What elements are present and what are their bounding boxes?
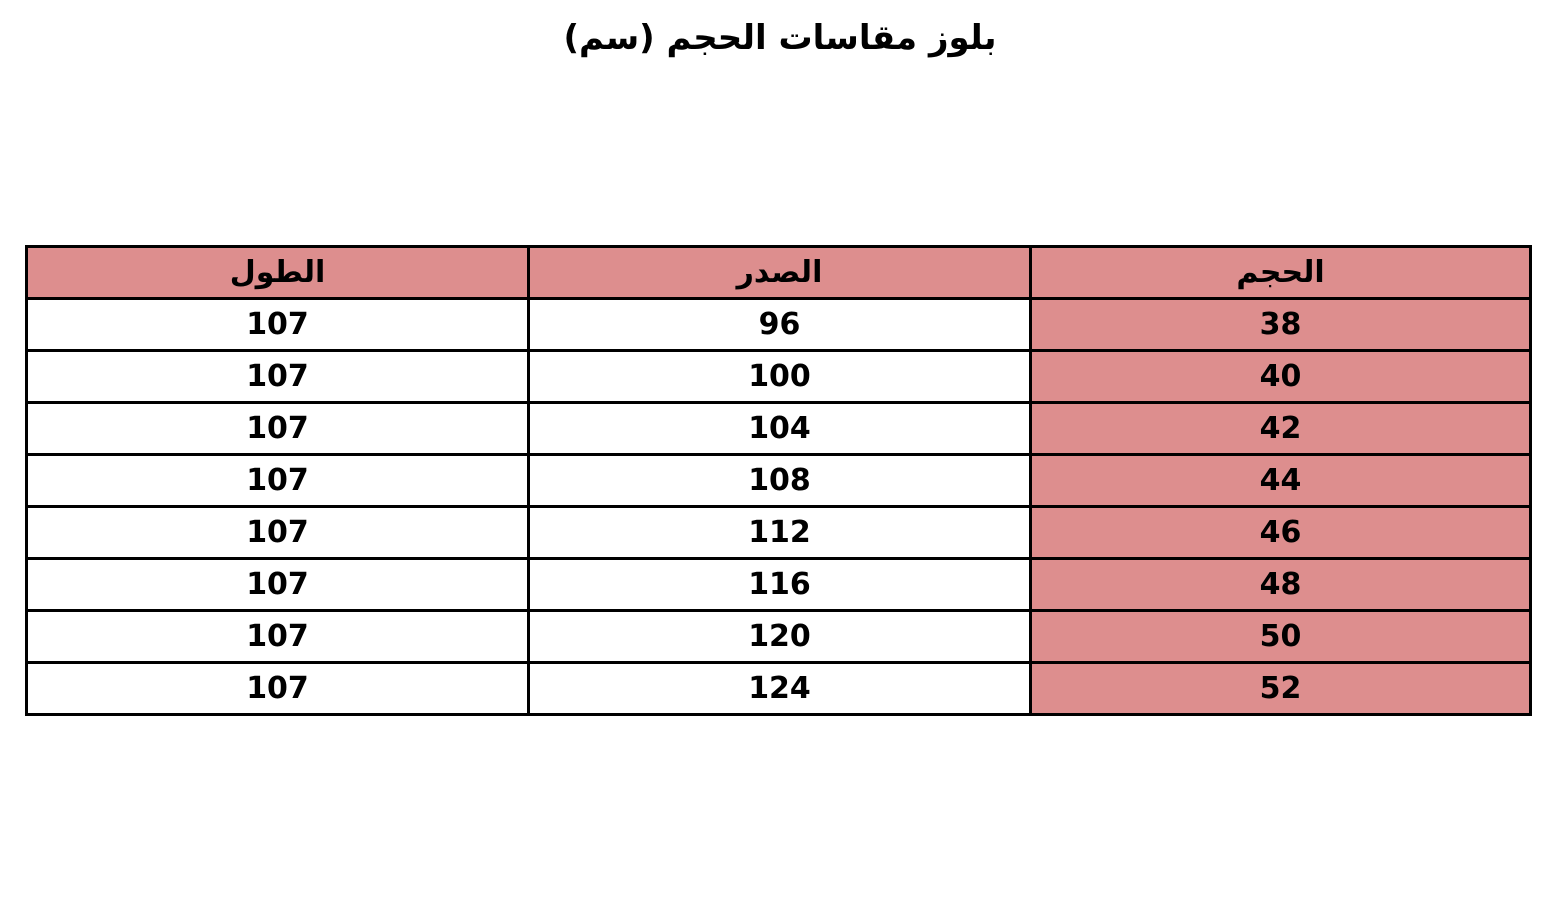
- table-body: [27, 299, 1531, 715]
- cell-chest: 116: [529, 559, 1031, 611]
- cell-length: 107: [27, 299, 529, 351]
- cell-length: 107: [27, 403, 529, 455]
- cell-size: 52: [1031, 663, 1531, 715]
- table-row: [27, 611, 1531, 663]
- cell-size: 44: [1031, 455, 1531, 507]
- column-header-size: الحجم: [1031, 247, 1531, 299]
- size-chart-table: [25, 245, 1532, 716]
- cell-size: 42: [1031, 403, 1531, 455]
- table-header-row: [27, 247, 1531, 299]
- size-chart-container: [28, 245, 1532, 716]
- table-row: [27, 403, 1531, 455]
- cell-length: 107: [27, 507, 529, 559]
- table-header: [27, 247, 1531, 299]
- cell-chest: 108: [529, 455, 1031, 507]
- cell-length: 107: [27, 455, 529, 507]
- table-row: [27, 455, 1531, 507]
- cell-chest: 120: [529, 611, 1031, 663]
- cell-size: 46: [1031, 507, 1531, 559]
- table-row: [27, 559, 1531, 611]
- cell-chest: 124: [529, 663, 1031, 715]
- cell-length: 107: [27, 663, 529, 715]
- cell-chest: 96: [529, 299, 1031, 351]
- column-header-length: الطول: [27, 247, 529, 299]
- cell-length: 107: [27, 611, 529, 663]
- column-header-chest: الصدر: [529, 247, 1031, 299]
- cell-length: 107: [27, 559, 529, 611]
- cell-size: 50: [1031, 611, 1531, 663]
- table-row: [27, 351, 1531, 403]
- table-row: [27, 299, 1531, 351]
- cell-length: 107: [27, 351, 529, 403]
- table-row: [27, 507, 1531, 559]
- table-row: [27, 663, 1531, 715]
- cell-chest: 112: [529, 507, 1031, 559]
- cell-size: 38: [1031, 299, 1531, 351]
- cell-chest: 100: [529, 351, 1031, 403]
- cell-size: 40: [1031, 351, 1531, 403]
- cell-chest: 104: [529, 403, 1031, 455]
- page-title: بلوز مقاسات الحجم (سم): [563, 18, 997, 58]
- cell-size: 48: [1031, 559, 1531, 611]
